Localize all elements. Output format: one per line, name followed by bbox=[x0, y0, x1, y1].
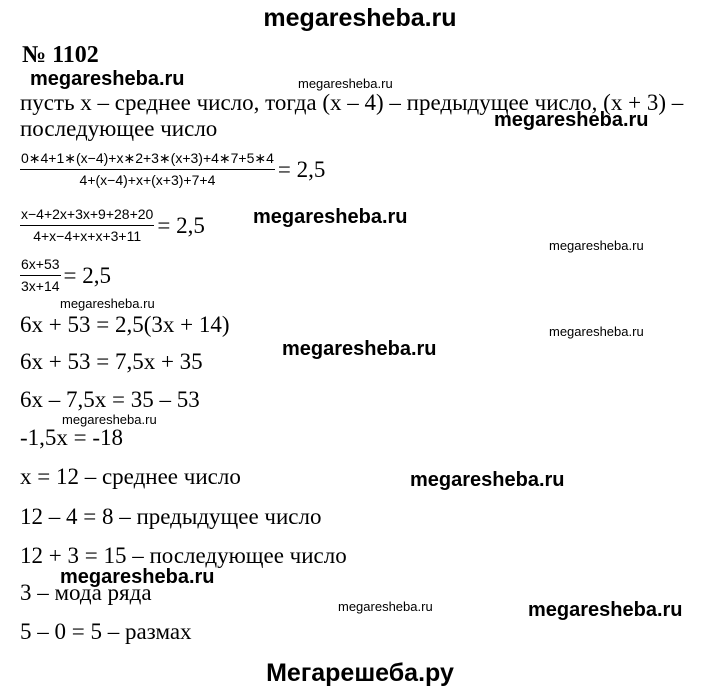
watermark: megaresheba.ru bbox=[253, 206, 408, 228]
fraction-1 bbox=[20, 150, 275, 189]
fraction-equation-2 bbox=[20, 206, 205, 245]
intro-line-2: последующее число bbox=[20, 116, 218, 141]
problem-number: № 1102 bbox=[22, 42, 99, 68]
fraction-3 bbox=[20, 256, 61, 295]
watermark: megaresheba.ru bbox=[494, 109, 649, 131]
step-8: 3 – мода ряда bbox=[20, 580, 152, 605]
fraction-1-rhs: = 2,5 bbox=[277, 156, 326, 182]
fraction-2 bbox=[20, 206, 154, 245]
step-6: 12 – 4 = 8 – предыдущее число bbox=[20, 504, 322, 529]
watermark: megaresheba.ru bbox=[60, 296, 155, 311]
fraction-3-rhs: = 2,5 bbox=[63, 262, 112, 288]
watermark: megaresheba.ru bbox=[298, 76, 393, 91]
fraction-3-denominator: 3x+14 bbox=[21, 278, 60, 294]
fraction-2-numerator: x−4+2x+3x+9+28+20 bbox=[21, 206, 154, 222]
fraction-3-numerator: 6x+53 bbox=[21, 256, 60, 272]
intro-line-1: пусть x – среднее число, тогда (x – 4) – предыдущее число, (x + 3) – bbox=[20, 90, 684, 115]
watermark: megaresheba.ru bbox=[410, 469, 565, 491]
step-4: -1,5x = -18 bbox=[20, 425, 124, 450]
step-5: x = 12 – среднее число bbox=[20, 464, 241, 489]
fraction-equation-3 bbox=[20, 256, 111, 295]
fraction-1-denominator: 4+(x−4)+x+(x+3)+7+4 bbox=[79, 172, 216, 188]
fraction-2-rhs: = 2,5 bbox=[157, 212, 205, 238]
site-footer: Мегарешеба.ру bbox=[266, 659, 454, 687]
step-2: 6x + 53 = 7,5x + 35 bbox=[20, 349, 203, 374]
site-header: megaresheba.ru bbox=[263, 4, 457, 32]
fraction-equation-1 bbox=[20, 150, 325, 189]
watermark: megaresheba.ru bbox=[62, 412, 157, 427]
watermark: megaresheba.ru bbox=[528, 599, 683, 621]
watermark: megaresheba.ru bbox=[549, 238, 644, 253]
step-7: 12 + 3 = 15 – последующее число bbox=[20, 543, 347, 568]
step-3: 6x – 7,5x = 35 – 53 bbox=[20, 387, 200, 412]
watermark: megaresheba.ru bbox=[549, 324, 644, 339]
fraction-2-denominator: 4+x−4+x+x+3+11 bbox=[33, 228, 142, 244]
watermark: megaresheba.ru bbox=[60, 566, 215, 588]
step-9: 5 – 0 = 5 – размах bbox=[20, 619, 192, 644]
fraction-1-numerator: 0∗4+1∗(x−4)+x∗2+3∗(x+3)+4∗7+5∗4 bbox=[21, 150, 274, 166]
watermark: megaresheba.ru bbox=[282, 338, 437, 360]
watermark: megaresheba.ru bbox=[30, 68, 185, 90]
watermark: megaresheba.ru bbox=[338, 599, 433, 614]
step-1: 6x + 53 = 2,5(3x + 14) bbox=[20, 312, 230, 337]
